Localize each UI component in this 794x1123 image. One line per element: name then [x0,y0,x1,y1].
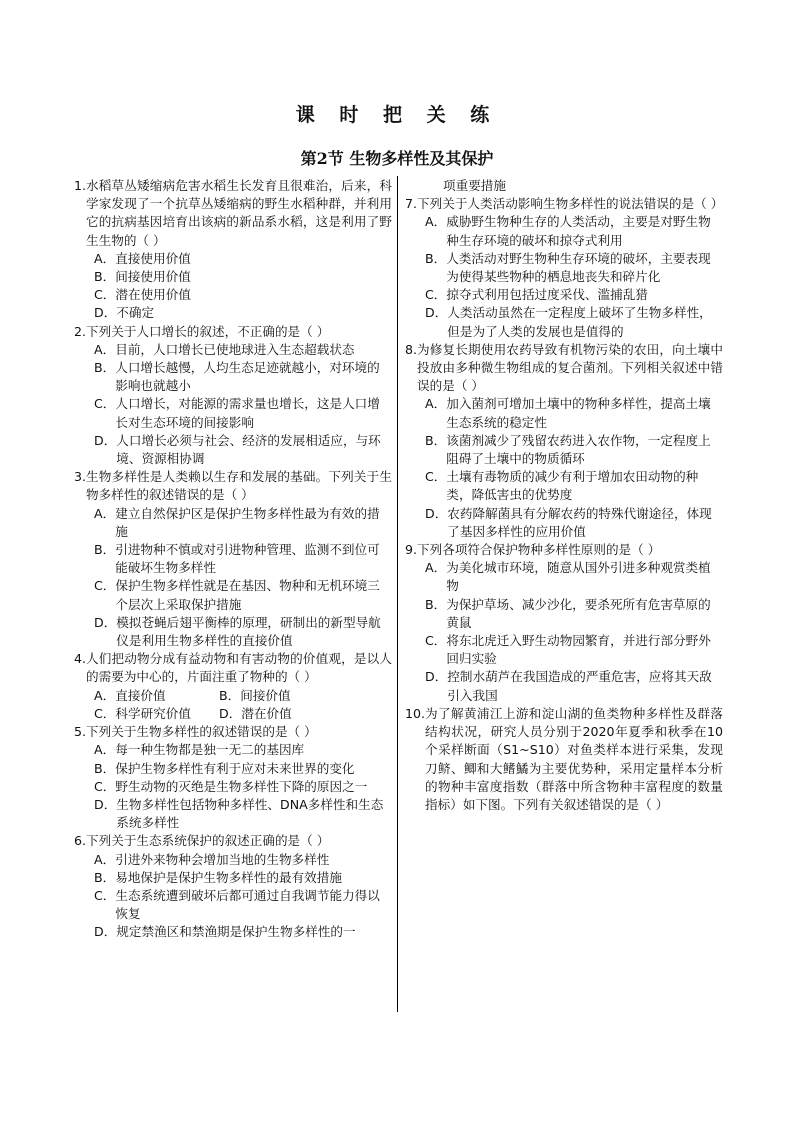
option-d: D． 生物多样性包括物种多样性、DNA多样性和生态系统多样性 [94,796,384,831]
question-4 [74,650,392,723]
option-d: D． 模拟苍蝇后翅平衡棒的原理，研制出的新型导航仪是利用生物多样性的直接价值 [94,614,381,649]
option-c: C． 土壤有毒物质的减少有利于增加农田动物的种类，降低害虫的优势度 [425,469,699,503]
option-c: C． 掠夺式利用包括过度采伐、滥捕乱猎 [425,287,648,303]
option-a: A． 每一种生物都是独一无二的基因库 [94,742,305,758]
question-text: 为修复长期使用农药导致有机物污染的农田，向土壤中投放由多种微生物组成的复合菌剂。下列相关叙述中错误的是（ ） [417,341,723,394]
question-text: 下列各项符合保护物种多样性原则的是（ ） [417,542,661,558]
option-d: D． 规定禁渔区和禁渔期是保护生物多样性的一 [94,924,356,940]
page-title: 课 时 把 关 练 [295,104,499,126]
question-7 [405,195,723,341]
option-d: D． 不确定 [94,305,155,321]
option-d: D． 人类活动虽然在一定程度上破坏了生物多样性，但是为了人类的发展也是值得的 [425,305,712,339]
option-b: B． 间接价值 [219,687,291,703]
question-1 [74,177,392,323]
option-a: A． 加入菌剂可增加土壤中的物种多样性，提高土壤生态系统的稳定性 [425,396,711,430]
question-number: 10. [405,705,426,721]
question-6-continuation: 项重要措施 [443,178,506,193]
option-d: D． 控制水葫芦在我国造成的严重危害，应将其天敌引入我国 [425,669,712,703]
question-number: 3. [74,469,87,485]
section-title: 第2节 生物多样性及其保护 [300,149,494,168]
option-c: C． 将东北虎迁入野生动物园繁育，并进行部分野外回归实验 [425,633,711,667]
option-b: B． 间接使用价值 [94,269,191,285]
question-10 [405,705,723,814]
option-c: C． 野生动物的灭绝是生物多样性下降的原因之一 [94,778,368,794]
question-text: 下列关于人类活动影响生物多样性的说法错误的是（ ） [417,196,724,212]
column-divider [397,176,398,1012]
option-b: B． 易地保护是保护生物多样性的最有效措施 [94,869,342,885]
option-a: A． 目前，人口增长已使地球进入生态超载状态 [94,341,355,357]
question-number: 1. [74,178,87,193]
option-a: A． 为美化城市环境，随意从国外引进多种观赏类植物 [425,560,711,594]
question-number: 2. [74,323,87,339]
question-8 [405,341,723,541]
option-b: B． 人类活动对野生物种生存环境的破坏，主要表现为使得某些物种的栖息地丧失和碎片化 [425,250,711,285]
option-b: B． 该菌剂减少了残留农药进入农作物，一定程度上阻碍了土壤中的物质循环 [425,432,711,467]
question-3 [74,468,392,650]
question-number: 7. [405,196,418,212]
left-column [74,177,392,942]
option-a: A． 直接使用价值 [94,250,191,266]
option-d: D． 人口增长必须与社会、经济的发展相适应，与环境、资源相协调 [94,432,381,467]
option-c: C． 人口增长，对能源的需求量也增长，这是人口增长对生态环境的间接影响 [94,396,380,430]
question-text: 下列关于生态系统保护的叙述正确的是（ ） [86,833,330,849]
question-9 [405,541,723,705]
option-c: C． 保护生物多样性就是在基因、物种和无机环境三个层次上采取保护措施 [94,578,380,612]
question-5 [74,723,392,832]
option-b: B． 为保护草场、减少沙化，要杀死所有危害草原的黄鼠 [425,596,711,630]
option-c: C． 科学研究价值 [94,705,191,721]
question-number: 9. [405,542,418,558]
question-number: 4. [74,651,87,667]
question-text: 人们把动物分成有益动物和有害动物的价值观，是以人的需要为中心的，片面注重了物种的（ ） [86,651,392,685]
question-text: 为了解黄浦江上游和淀山湖的鱼类物种多样性及群落结构状况，研究人员分别于2020年夏季和秋季在10个采样断面（S1~S10）对鱼类样本进行采集，发现刀鲚、鲫和大鳍鱊为主要优势种，采用定量样本分析的物种丰富度指数（群落中所含物种丰富程度的数量指标）如下图。下列有关叙述错误的是（ ） [425,705,723,812]
question-text: 下列关于人口增长的叙述，不正确的是（ ） [86,323,330,339]
option-a: A． 直接价值 [94,687,166,703]
option-d: D． 农药降解菌具有分解农药的特殊代谢途径，体现了基因多样性的应用价值 [425,505,712,539]
question-number: 5. [74,724,87,740]
option-a: A． 威胁野生物种生存的人类活动，主要是对野生物种生存环境的破坏和掠夺式利用 [425,214,711,248]
right-column [405,177,723,814]
option-a: A． 引进外来物种会增加当地的生物多样性 [94,851,330,867]
question-text: 下列关于生物多样性的叙述错误的是（ ） [86,724,317,740]
question-text: 生物多样性是人类赖以生存和发展的基础。下列关于生物多样性的叙述错误的是（ ） [86,469,392,503]
option-b: B． 引进物种不慎或对引进物种管理、监测不到位可能破坏生物多样性 [94,542,380,576]
option-a: A． 建立自然保护区是保护生物多样性最为有效的措施 [94,505,380,539]
question-text: 水稻草丛矮缩病危害水稻生长发育且很难治，后来，科学家发现了一个抗草丛矮缩病的野生水稻种群，并利用它的抗病基因培育出该病的新品系水稻，这是利用了野生生物的（ ） [86,178,392,248]
option-c: C． 生态系统遭到破坏后都可通过自我调节能力得以恢复 [94,887,380,922]
option-d: D． 潜在价值 [219,705,292,721]
question-2 [74,323,392,469]
question-number: 6. [74,833,87,849]
option-c: C． 潜在使用价值 [94,287,191,303]
option-b: B． 人口增长越慢，人均生态足迹就越小，对环境的影响也就越小 [94,360,380,394]
question-6 [74,832,392,941]
question-number: 8. [405,341,418,357]
option-b: B． 保护生物多样性有利于应对未来世界的变化 [94,760,355,776]
